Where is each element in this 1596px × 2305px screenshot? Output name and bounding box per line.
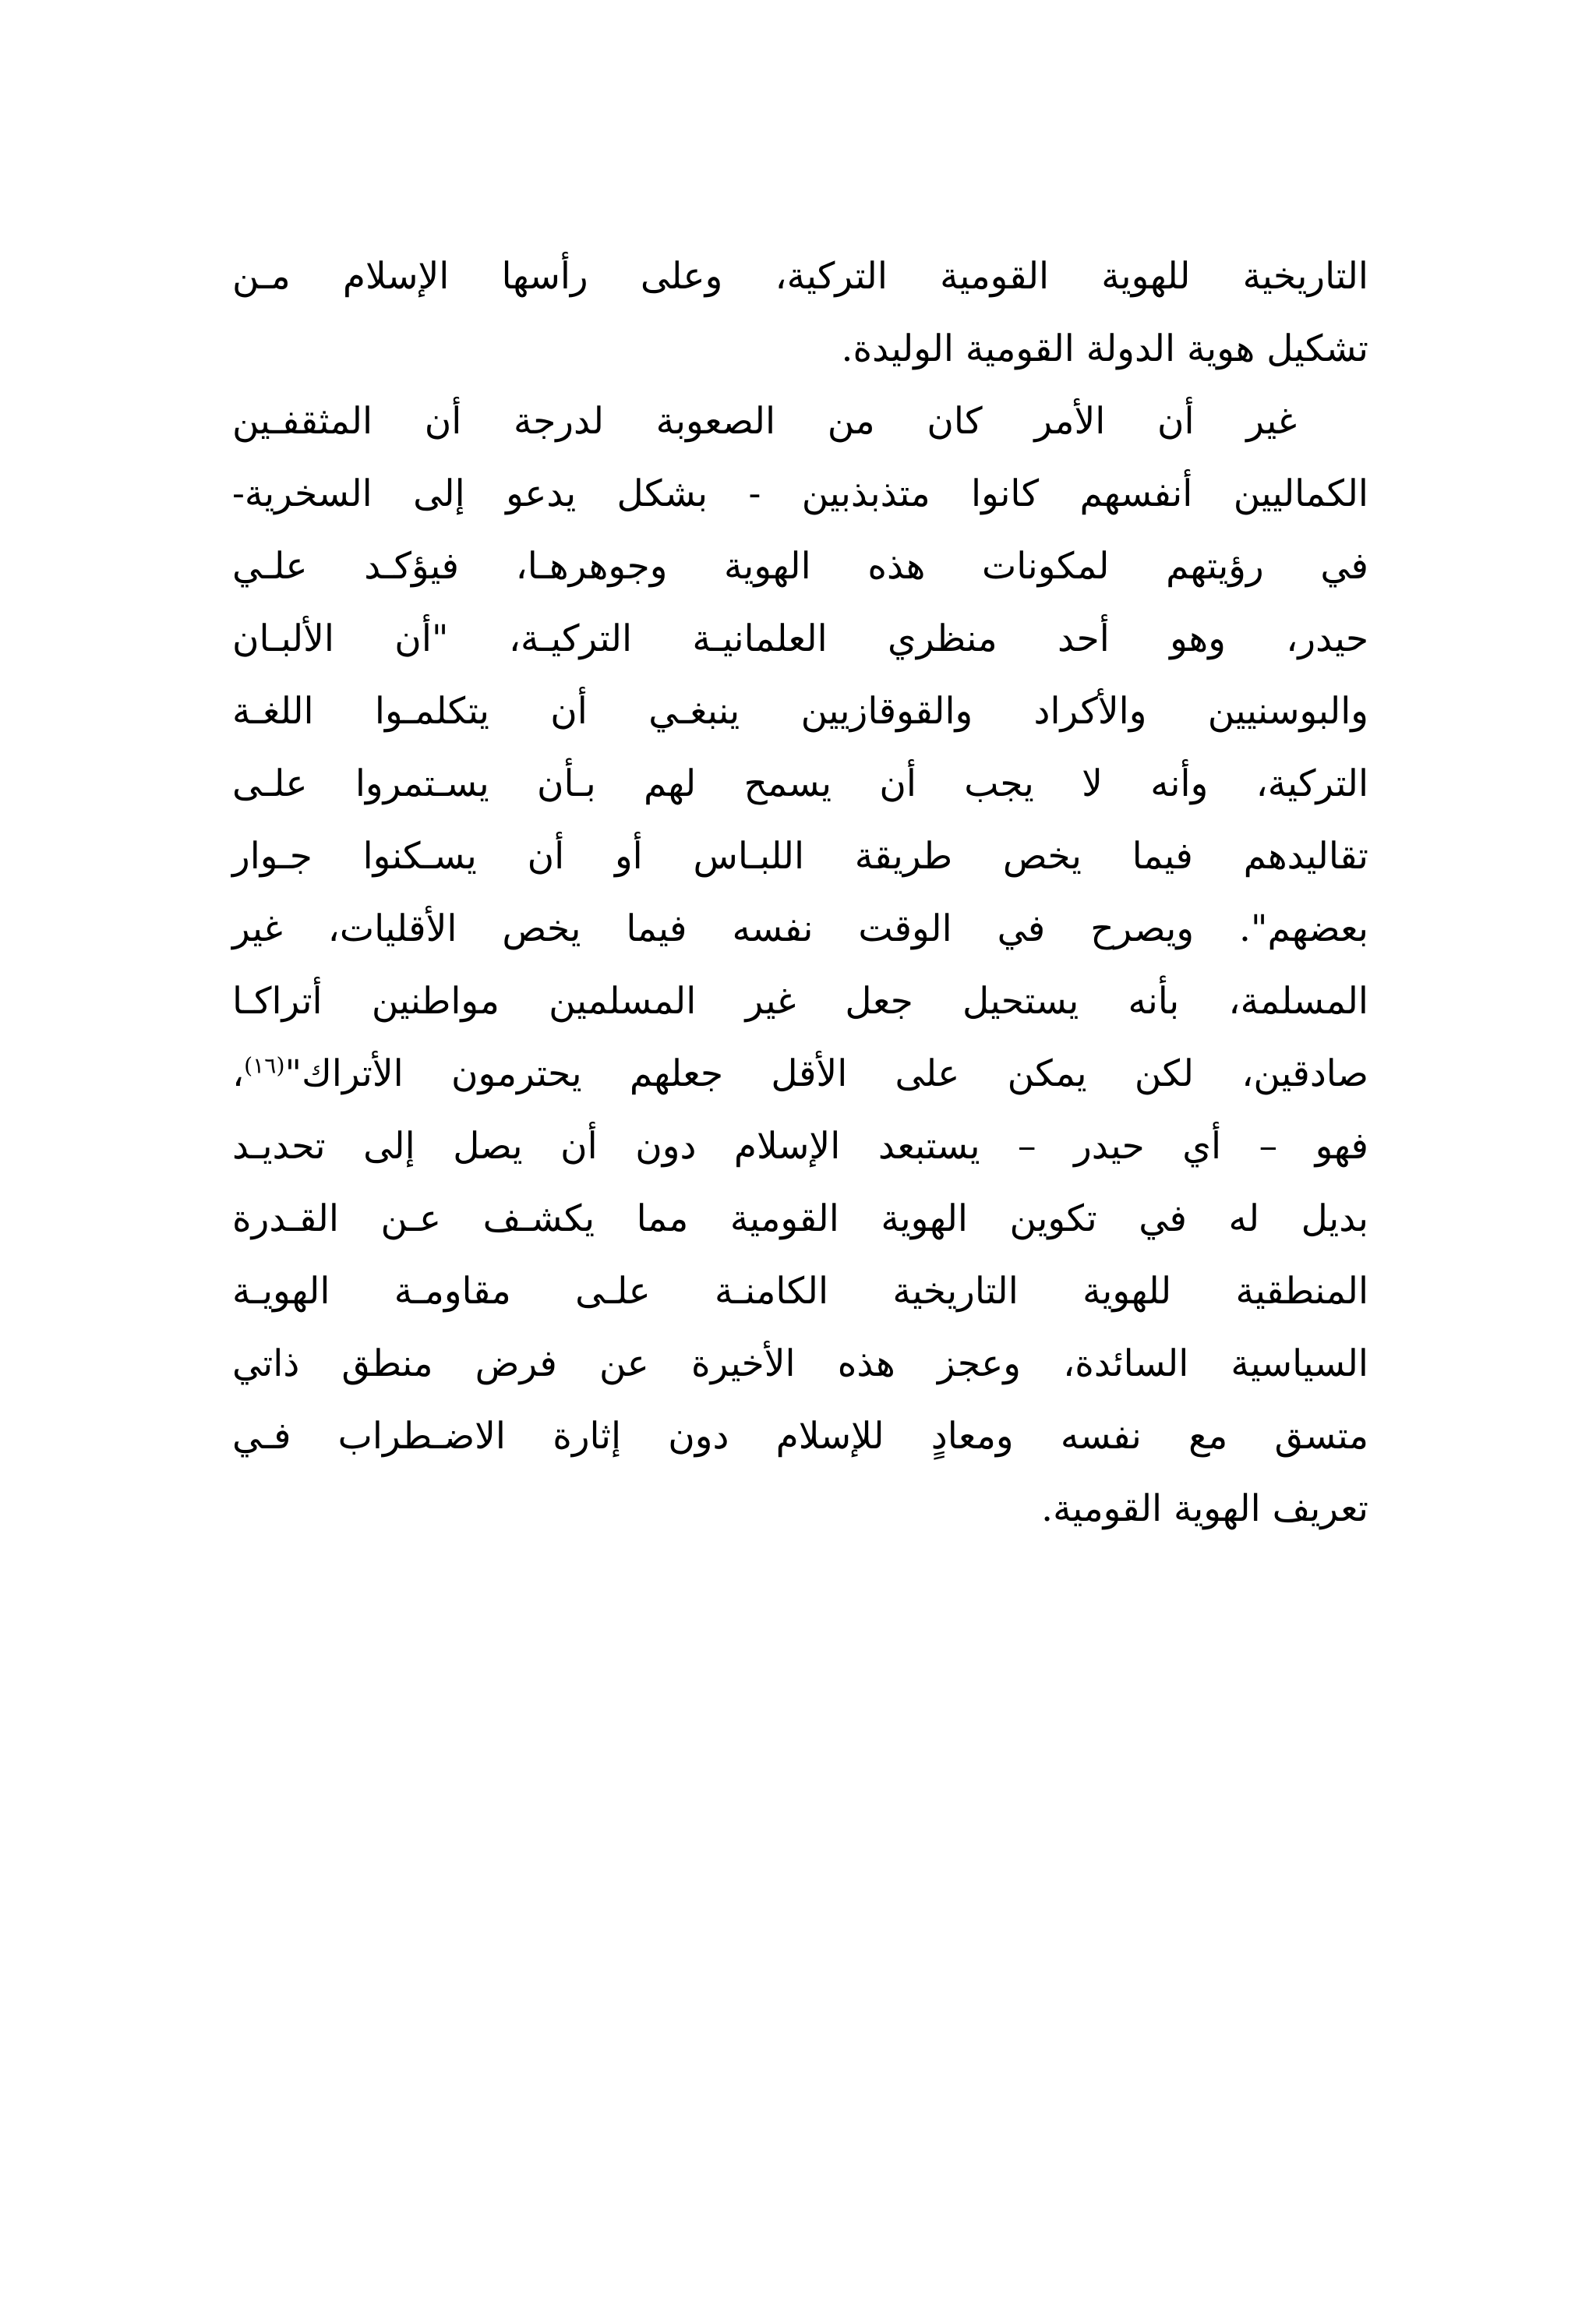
text-line: والبوسنيين والأكراد والقوقازيين ينبغـي أن يتكلمـوا اللغـة — [232, 690, 1368, 733]
text-line: التركية، وأنه لا يجب أن يسمح لهم بـأن يسـتمروا علـى — [232, 762, 1368, 805]
text-line: بعضهم". ويصرح في الوقت نفسه فيما يخص الأقليات، غير — [232, 907, 1368, 950]
text-line: تشكيل هوية الدولة القومية الوليدة. — [841, 327, 1368, 370]
text-line: متسق مع نفسه ومعادٍ للإسلام دون إثارة الاضـطراب فـي — [232, 1415, 1368, 1458]
text-line: التاريخية للهوية القومية التركية، وعلى رأسها الإسلام مـن — [232, 255, 1368, 298]
paragraph-first-line: غير أن الأمر كان من الصعوبة لدرجة أن المثقفـين — [232, 400, 1297, 443]
text-line: المسلمة، بأنه يستحيل جعل غير المسلمين مواطنين أتراكـا — [232, 980, 1368, 1023]
text-line: حيدر، وهو أحد منظري العلمانيـة التركيـة، "أن الألبـان — [232, 617, 1368, 660]
text-line: بديل له في تكوين الهوية القومية مما يكشـف عـن القـدرة — [232, 1197, 1368, 1240]
text-line: تقاليدهم فيما يخص طريقة اللبـاس أو أن يسـكنوا جـوار — [232, 835, 1368, 878]
text-line: فهو – أي حيدر – يستبعد الإسلام دون أن يصل إلى تحديـد — [232, 1125, 1368, 1168]
text-line: تعريف الهوية القومية. — [1041, 1487, 1368, 1530]
line-text: صادقين، لكن يمكن على الأقل جعلهم يحترمون الأتراك" — [284, 1052, 1368, 1095]
line-punctuation: ، — [232, 1052, 245, 1095]
text-line: في رؤيتهم لمكونات هذه الهوية وجوهرهـا، فيؤكـد علـي — [232, 545, 1368, 588]
text-line: المنطقية للهوية التاريخية الكامنـة علـى مقاومـة الهويـة — [232, 1270, 1368, 1313]
text-line: السياسية السائدة، وعجز هذه الأخيرة عن فرض منطق ذاتي — [232, 1342, 1368, 1385]
text-line-with-footnote — [232, 1038, 1368, 1110]
body-text — [232, 240, 1368, 1545]
text-line: الكماليين أنفسهم كانوا متذبذبين - بشكل يدعو إلى السخرية- — [232, 472, 1368, 515]
footnote-reference[interactable]: (١٦) — [244, 1052, 285, 1079]
